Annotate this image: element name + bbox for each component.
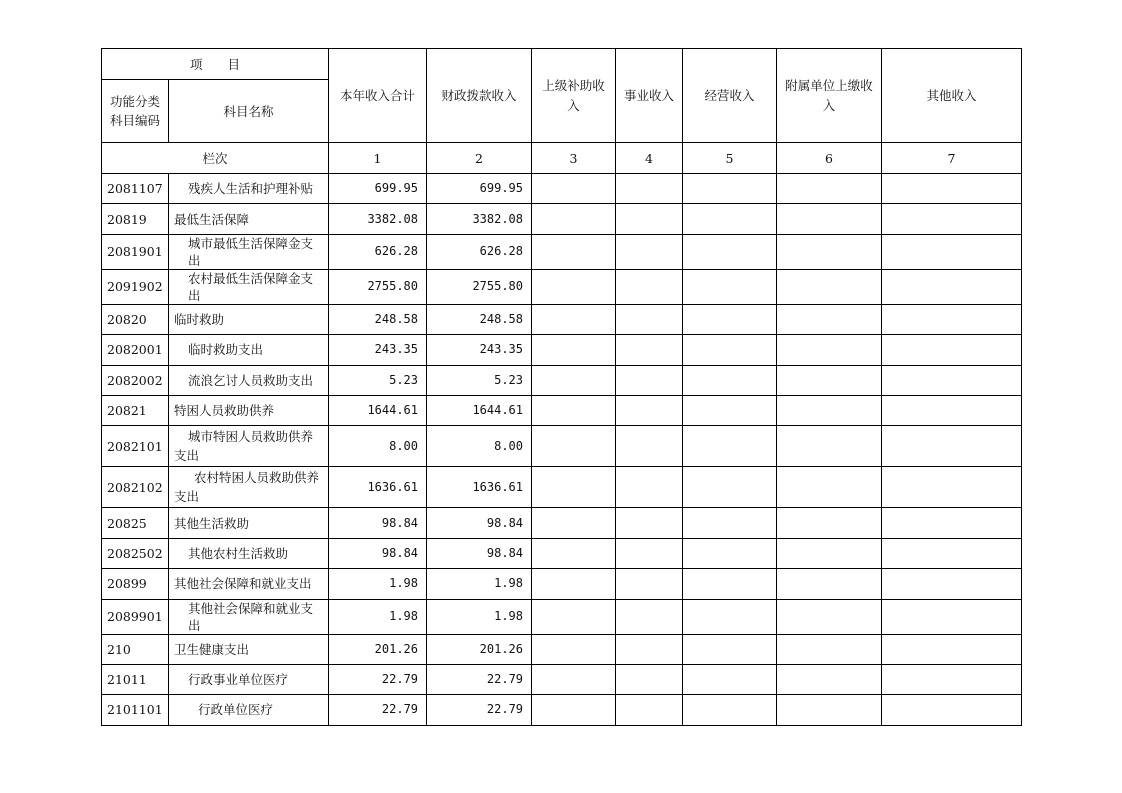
row-code: 2081107 (102, 174, 169, 204)
table-row (102, 426, 1022, 467)
row-cell-6 (777, 174, 882, 204)
row-cell-5 (683, 467, 777, 508)
row-fiscal: 1.98 (427, 569, 532, 599)
header-item: 项 目 (102, 49, 329, 80)
header-col-other: 其他收入 (882, 49, 1022, 143)
row-code: 21011 (102, 664, 169, 694)
row-cell-6 (777, 664, 882, 694)
row-cell-6 (777, 508, 882, 538)
row-cell-5 (683, 599, 777, 634)
header-col-total: 本年收入合计 (329, 49, 427, 143)
row-total: 98.84 (329, 508, 427, 538)
header-row-top (102, 49, 1022, 80)
row-cell-5 (683, 365, 777, 395)
row-cell-6 (777, 234, 882, 269)
row-total: 201.26 (329, 634, 427, 664)
row-cell-4 (616, 664, 683, 694)
lane-num: 2 (427, 143, 532, 174)
row-total: 248.58 (329, 304, 427, 334)
table-row (102, 467, 1022, 508)
row-name: 城市最低生活保障金支出 (169, 234, 329, 269)
row-cell-3 (532, 204, 616, 234)
row-name: 农村最低生活保障金支出 (169, 269, 329, 304)
row-cell-7 (882, 467, 1022, 508)
row-cell-6 (777, 467, 882, 508)
row-cell-6 (777, 395, 882, 425)
row-name: 流浪乞讨人员救助支出 (169, 365, 329, 395)
row-cell-3 (532, 335, 616, 365)
row-cell-7 (882, 365, 1022, 395)
row-cell-3 (532, 467, 616, 508)
header-col-affiliated: 附属单位上缴收入 (777, 49, 882, 143)
row-cell-5 (683, 335, 777, 365)
header-col-superior-subsidy: 上级补助收入 (532, 49, 616, 143)
header-col-fiscal: 财政拨款收入 (427, 49, 532, 143)
row-cell-7 (882, 695, 1022, 725)
table-row (102, 569, 1022, 599)
table-row (102, 174, 1022, 204)
row-cell-6 (777, 335, 882, 365)
row-fiscal: 243.35 (427, 335, 532, 365)
table-row (102, 508, 1022, 538)
row-cell-7 (882, 335, 1022, 365)
row-name: 行政事业单位医疗 (169, 664, 329, 694)
row-cell-6 (777, 634, 882, 664)
table-row (102, 204, 1022, 234)
row-cell-6 (777, 365, 882, 395)
row-cell-3 (532, 234, 616, 269)
row-cell-3 (532, 304, 616, 334)
row-total: 2755.80 (329, 269, 427, 304)
row-cell-5 (683, 395, 777, 425)
row-code: 2082001 (102, 335, 169, 365)
row-cell-4 (616, 467, 683, 508)
table-row (102, 538, 1022, 568)
row-cell-5 (683, 204, 777, 234)
row-fiscal: 248.58 (427, 304, 532, 334)
row-code: 20825 (102, 508, 169, 538)
row-cell-3 (532, 508, 616, 538)
row-code: 210 (102, 634, 169, 664)
row-cell-4 (616, 335, 683, 365)
row-cell-3 (532, 538, 616, 568)
row-name: 临时救助支出 (169, 335, 329, 365)
row-cell-3 (532, 634, 616, 664)
table-row (102, 599, 1022, 634)
row-name: 其他社会保障和就业支出 (169, 569, 329, 599)
row-name: 最低生活保障 (169, 204, 329, 234)
lane-label: 栏次 (102, 143, 329, 174)
row-fiscal: 699.95 (427, 174, 532, 204)
row-cell-3 (532, 426, 616, 467)
row-cell-3 (532, 695, 616, 725)
row-cell-7 (882, 204, 1022, 234)
row-code: 20820 (102, 304, 169, 334)
row-cell-7 (882, 269, 1022, 304)
row-code: 2082502 (102, 538, 169, 568)
row-fiscal: 2755.80 (427, 269, 532, 304)
row-name: 残疾人生活和护理补贴 (169, 174, 329, 204)
row-cell-5 (683, 304, 777, 334)
row-name: 城市特困人员救助供养支出 (169, 426, 329, 467)
table-row (102, 335, 1022, 365)
row-cell-6 (777, 599, 882, 634)
lane-num: 6 (777, 143, 882, 174)
row-fiscal: 22.79 (427, 695, 532, 725)
lane-row (102, 143, 1022, 174)
row-fiscal: 1.98 (427, 599, 532, 634)
row-total: 98.84 (329, 538, 427, 568)
row-name: 特困人员救助供养 (169, 395, 329, 425)
row-cell-6 (777, 204, 882, 234)
row-code: 2082102 (102, 467, 169, 508)
row-cell-4 (616, 426, 683, 467)
row-cell-4 (616, 569, 683, 599)
row-total: 3382.08 (329, 204, 427, 234)
row-name: 其他社会保障和就业支出 (169, 599, 329, 634)
row-code: 20819 (102, 204, 169, 234)
row-cell-6 (777, 695, 882, 725)
row-fiscal: 3382.08 (427, 204, 532, 234)
row-name: 行政单位医疗 (169, 695, 329, 725)
lane-num: 1 (329, 143, 427, 174)
table-row (102, 304, 1022, 334)
row-cell-5 (683, 426, 777, 467)
row-fiscal: 8.00 (427, 426, 532, 467)
row-fiscal: 1644.61 (427, 395, 532, 425)
row-cell-4 (616, 508, 683, 538)
row-cell-4 (616, 599, 683, 634)
row-cell-3 (532, 174, 616, 204)
row-fiscal: 1636.61 (427, 467, 532, 508)
lane-num: 4 (616, 143, 683, 174)
row-cell-7 (882, 395, 1022, 425)
row-code: 20899 (102, 569, 169, 599)
row-cell-7 (882, 599, 1022, 634)
row-cell-7 (882, 538, 1022, 568)
row-cell-3 (532, 599, 616, 634)
row-code: 2082101 (102, 426, 169, 467)
row-total: 1.98 (329, 569, 427, 599)
row-cell-5 (683, 664, 777, 694)
header-code-col: 功能分类科目编码 (102, 80, 169, 143)
row-cell-4 (616, 695, 683, 725)
row-total: 699.95 (329, 174, 427, 204)
lane-num: 7 (882, 143, 1022, 174)
row-code: 20821 (102, 395, 169, 425)
row-cell-4 (616, 204, 683, 234)
row-cell-4 (616, 269, 683, 304)
row-cell-3 (532, 664, 616, 694)
row-cell-4 (616, 634, 683, 664)
table-row (102, 365, 1022, 395)
row-name: 其他生活救助 (169, 508, 329, 538)
row-fiscal: 5.23 (427, 365, 532, 395)
row-code: 2089901 (102, 599, 169, 634)
row-cell-5 (683, 695, 777, 725)
row-cell-7 (882, 426, 1022, 467)
row-total: 243.35 (329, 335, 427, 365)
header-name-col: 科目名称 (169, 80, 329, 143)
row-cell-3 (532, 569, 616, 599)
row-cell-5 (683, 508, 777, 538)
row-cell-3 (532, 365, 616, 395)
row-cell-7 (882, 634, 1022, 664)
row-cell-4 (616, 174, 683, 204)
row-cell-6 (777, 304, 882, 334)
row-fiscal: 98.84 (427, 538, 532, 568)
row-code: 2091902 (102, 269, 169, 304)
row-total: 22.79 (329, 695, 427, 725)
row-fiscal: 626.28 (427, 234, 532, 269)
row-total: 1.98 (329, 599, 427, 634)
row-fiscal: 98.84 (427, 508, 532, 538)
row-total: 1636.61 (329, 467, 427, 508)
table-row (102, 234, 1022, 269)
row-total: 22.79 (329, 664, 427, 694)
row-cell-6 (777, 269, 882, 304)
row-cell-4 (616, 234, 683, 269)
row-cell-3 (532, 269, 616, 304)
table-row (102, 395, 1022, 425)
row-cell-6 (777, 538, 882, 568)
row-cell-7 (882, 304, 1022, 334)
row-cell-7 (882, 508, 1022, 538)
table-row (102, 695, 1022, 725)
table-row (102, 664, 1022, 694)
row-cell-6 (777, 569, 882, 599)
row-cell-7 (882, 234, 1022, 269)
row-cell-5 (683, 538, 777, 568)
lane-num: 3 (532, 143, 616, 174)
row-code: 2082002 (102, 365, 169, 395)
row-cell-6 (777, 426, 882, 467)
header-col-business: 事业收入 (616, 49, 683, 143)
header-col-operating: 经营收入 (683, 49, 777, 143)
row-cell-5 (683, 269, 777, 304)
row-name: 农村特困人员救助供养支出 (169, 467, 329, 508)
table-row (102, 269, 1022, 304)
row-cell-5 (683, 569, 777, 599)
row-cell-3 (532, 395, 616, 425)
row-total: 8.00 (329, 426, 427, 467)
row-fiscal: 201.26 (427, 634, 532, 664)
row-cell-5 (683, 174, 777, 204)
row-cell-7 (882, 174, 1022, 204)
row-cell-7 (882, 664, 1022, 694)
table-row (102, 634, 1022, 664)
lane-num: 5 (683, 143, 777, 174)
row-cell-4 (616, 538, 683, 568)
row-code: 2101101 (102, 695, 169, 725)
row-total: 626.28 (329, 234, 427, 269)
row-total: 5.23 (329, 365, 427, 395)
row-total: 1644.61 (329, 395, 427, 425)
row-code: 2081901 (102, 234, 169, 269)
income-budget-table (101, 48, 1022, 726)
row-name: 卫生健康支出 (169, 634, 329, 664)
row-cell-7 (882, 569, 1022, 599)
row-cell-4 (616, 365, 683, 395)
row-cell-5 (683, 234, 777, 269)
row-cell-5 (683, 634, 777, 664)
row-cell-4 (616, 395, 683, 425)
row-cell-4 (616, 304, 683, 334)
row-name: 其他农村生活救助 (169, 538, 329, 568)
row-name: 临时救助 (169, 304, 329, 334)
row-fiscal: 22.79 (427, 664, 532, 694)
